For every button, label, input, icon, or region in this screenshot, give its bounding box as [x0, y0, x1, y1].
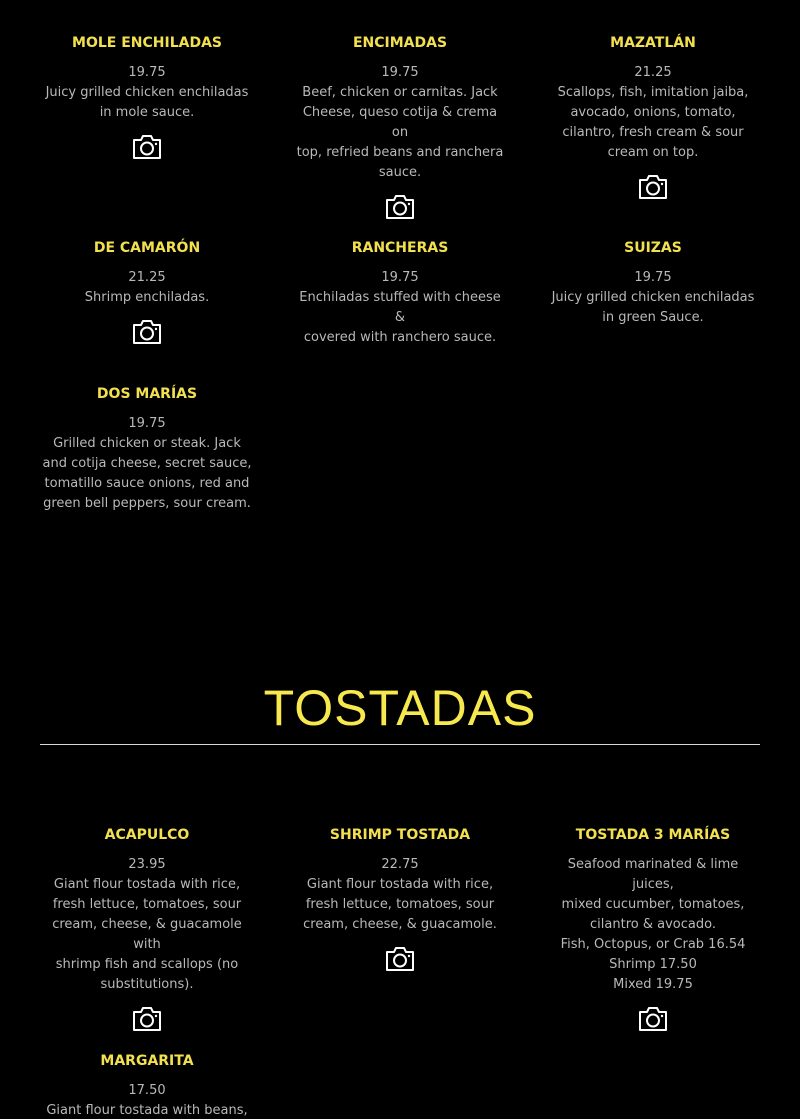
item-price: 19.75	[634, 270, 672, 285]
item-name: MAZATLÁN	[610, 35, 696, 51]
menu-item-tostada-3-marias	[548, 825, 758, 1033]
item-description	[42, 83, 252, 123]
menu-item-shrimp-tostada	[295, 825, 505, 973]
item-price: 21.25	[634, 65, 672, 80]
item-description	[42, 875, 252, 995]
description-line: and cotija cheese, secret sauce,	[42, 456, 252, 471]
menu-item-de-camaron	[42, 238, 252, 346]
menu-item-mazatlan	[548, 33, 758, 201]
description-line: Grilled chicken or steak. Jack	[53, 436, 241, 451]
menu-item-acapulco	[42, 825, 252, 1033]
item-name: ACAPULCO	[104, 827, 190, 843]
camera-icon[interactable]	[131, 1005, 163, 1033]
description-line: fresh lettuce, tomatoes, sour	[305, 897, 495, 912]
item-name: SHRIMP TOSTADA	[329, 827, 471, 843]
description-line: top, refried beans and ranchera	[296, 145, 504, 160]
camera-icon[interactable]	[637, 173, 669, 201]
item-description	[42, 1101, 252, 1119]
description-line: shrimp fish and scallops (no	[55, 957, 239, 972]
description-line: Giant flour tostada with rice,	[53, 877, 241, 892]
description-line: fresh lettuce, tomatoes, sour	[52, 897, 242, 912]
description-line: cilantro, fresh cream & sour	[562, 125, 744, 140]
description-line: mixed cucumber, tomatoes,	[561, 897, 745, 912]
description-line: in green Sauce.	[602, 310, 704, 325]
menu-item-margarita	[42, 1051, 252, 1119]
description-line: Enchiladas stuffed with cheese &	[299, 290, 501, 325]
description-line: cream, cheese, & guacamole with	[52, 917, 242, 952]
description-line: Beef, chicken or carnitas. Jack	[302, 85, 498, 100]
item-price: 22.75	[381, 857, 419, 872]
camera-icon[interactable]	[384, 193, 416, 221]
description-line: Juicy grilled chicken enchiladas	[45, 85, 249, 100]
section-title-tostadas: TOSTADAS	[263, 680, 537, 736]
item-description	[295, 288, 505, 348]
item-description	[42, 434, 252, 514]
description-line: Giant flour tostada with rice,	[306, 877, 494, 892]
menu-item-dos-marias	[42, 384, 252, 514]
item-price: 19.75	[128, 416, 166, 431]
item-description	[295, 83, 505, 183]
camera-icon[interactable]	[384, 945, 416, 973]
menu-item-mole-enchiladas	[42, 33, 252, 161]
menu-item-rancheras	[295, 238, 505, 348]
item-price: 19.75	[128, 65, 166, 80]
description-line: Shrimp enchiladas.	[84, 290, 210, 305]
camera-icon[interactable]	[131, 133, 163, 161]
item-price: 23.95	[128, 857, 166, 872]
item-description	[548, 855, 758, 995]
item-price: 17.50	[128, 1083, 166, 1098]
description-line: Fish, Octopus, or Crab 16.54	[560, 937, 746, 952]
description-line: in mole sauce.	[99, 105, 195, 120]
description-line: green bell peppers, sour cream.	[43, 496, 251, 511]
description-line: Seafood marinated & lime juices,	[567, 857, 739, 892]
description-line: covered with ranchero sauce.	[303, 330, 497, 345]
menu-item-suizas	[548, 238, 758, 328]
item-name: ENCIMADAS	[352, 35, 448, 51]
description-line: cilantro & avocado.	[590, 917, 716, 932]
description-line: cream, cheese, & guacamole.	[303, 917, 497, 932]
item-name: RANCHERAS	[351, 240, 449, 256]
item-price: 21.25	[128, 270, 166, 285]
camera-icon[interactable]	[131, 318, 163, 346]
description-line: tomatillo sauce onions, red and	[44, 476, 250, 491]
item-price: 19.75	[381, 65, 419, 80]
item-name: SUIZAS	[624, 240, 682, 256]
item-name: TOSTADA 3 MARÍAS	[575, 827, 731, 843]
description-line: cream on top.	[607, 145, 699, 160]
description-line: Juicy grilled chicken enchiladas	[551, 290, 755, 305]
description-line: Cheese, queso cotija & crema on	[302, 105, 498, 140]
item-description	[548, 83, 758, 163]
description-line: avocado, onions, tomato,	[570, 105, 736, 120]
description-line: Shrimp 17.50	[609, 957, 697, 972]
description-line: Mixed 19.75	[613, 977, 693, 992]
item-description	[295, 875, 505, 935]
item-name: MOLE ENCHILADAS	[72, 35, 222, 51]
item-description	[42, 288, 252, 308]
item-name: DE CAMARÓN	[93, 240, 201, 256]
description-line: Scallops, fish, imitation jaiba,	[557, 85, 749, 100]
item-price: 19.75	[381, 270, 419, 285]
section-divider	[40, 744, 760, 745]
camera-icon[interactable]	[637, 1005, 669, 1033]
item-name: DOS MARÍAS	[96, 386, 198, 402]
item-description	[548, 288, 758, 328]
description-line: substitutions).	[100, 977, 194, 992]
item-name: MARGARITA	[100, 1053, 194, 1069]
description-line: Giant flour tostada with beans,	[46, 1103, 248, 1118]
menu-item-encimadas	[295, 33, 505, 221]
description-line: sauce.	[378, 165, 422, 180]
